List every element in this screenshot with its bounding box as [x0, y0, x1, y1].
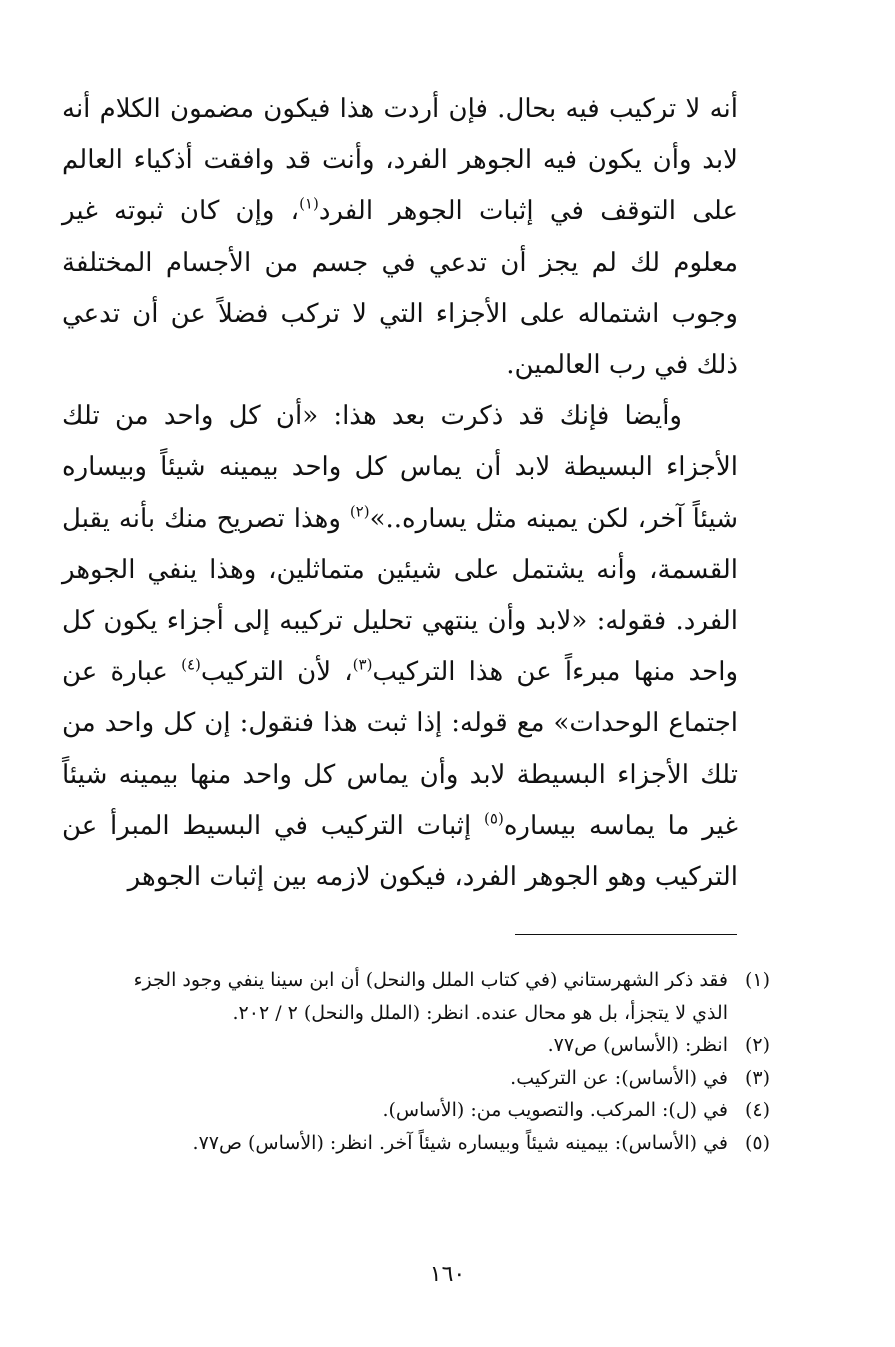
paragraph-1-text-a: أنه لا تركيب فيه بحال. فإن أردت هذا فيكون مضمون الكلام أنه لابد وأن يكون فيه الجوهر الفرد، وأنت قد وافقت أذكياء العالم على التوقف في إثبات الجوهر الفرد — [62, 94, 738, 227]
footnote-ref-1: (١) — [299, 194, 319, 213]
paragraph-1 — [62, 84, 738, 391]
footnote-3 — [120, 1062, 770, 1095]
footnote-ref-5: (٥) — [484, 809, 504, 828]
footnote-text: فقد ذكر الشهرستاني (في كتاب الملل والنحل) أن ابن سينا ينفي وجود الجزء الذي لا يتجزأ، بل هو محال عنده. انظر: (الملل والنحل) ٢ / ٢٠٢. — [133, 969, 728, 1024]
paragraph-2-text-c: ، لأن التركيب — [200, 657, 353, 688]
footnote-text: في (الأساس): عن التركيب. — [510, 1066, 728, 1089]
footnote-number: (٤) — [744, 1099, 770, 1121]
footnote-1 — [120, 964, 770, 1029]
paragraph-2 — [62, 391, 738, 903]
paragraph-1-text-b: ، وإن كان ثبوته غير معلوم لك لم يجز أن تدعي في جسم من الأجسام المختلفة وجوب اشتماله على الأجزاء التي لا تركب فضلاً عن أن تدعي ذلك في رب العالمين. — [62, 196, 738, 381]
footnote-4 — [120, 1094, 770, 1127]
footnote-number: (٣) — [744, 1066, 770, 1089]
page-number: ١٦٠ — [429, 1262, 466, 1287]
paragraph-2-text-b: وهذا تصريح منك بأنه يقبل القسمة، وأنه يشتمل على شيئين متماثلين، وهذا ينفي الجوهر الفرد. فقوله: «لابد وأن ينتهي تحليل تركيبه إلى أجزاء يكون كل واحد منها مبرءاً عن هذا التركيب — [62, 503, 738, 688]
footnote-text: في (ل): المركب. والتصويب من: (الأساس). — [382, 1099, 728, 1121]
footnote-text: في (الأساس): بيمينه شيئاً وبيساره شيئاً آخر. انظر: (الأساس) ص٧٧. — [192, 1131, 728, 1154]
footnote-5 — [120, 1127, 770, 1160]
footnote-separator — [515, 934, 737, 935]
footnote-text: انظر: (الأساس) ص٧٧. — [547, 1034, 728, 1056]
paragraph-2-text-d: عبارة عن اجتماع الوحدات» مع قوله: إذا ثبت هذا فنقول: إن كل واحد من تلك الأجزاء البسيطة لابد وأن يماس كل واحد منها بيمينه شيئاً غير ما يماسه بيساره — [62, 657, 738, 841]
footnote-2 — [120, 1029, 770, 1062]
footnote-number: (٥) — [744, 1131, 770, 1154]
footnote-number: (١) — [744, 969, 770, 991]
footnote-ref-4: (٤) — [181, 655, 201, 674]
paragraph-2-text-e: إثبات التركيب في البسيط المبرأ عن التركيب وهو الجوهر الفرد، فيكون لازمه بين إثبات الجوهر — [62, 810, 738, 893]
footnote-ref-2: (٢) — [349, 502, 370, 521]
main-text — [62, 84, 738, 903]
footnote-ref-3: (٣) — [352, 655, 373, 674]
paragraph-2-text-a: وأيضا فإنك قد ذكرت بعد هذا: «أن كل واحد من تلك الأجزاء البسيطة لابد أن يماس كل واحد بيمينه شيئاً وبيساره شيئاً آخر، لكن يمينه مثل يساره..» — [62, 401, 738, 534]
footnotes — [120, 964, 770, 1159]
footnote-number: (٢) — [744, 1034, 770, 1056]
